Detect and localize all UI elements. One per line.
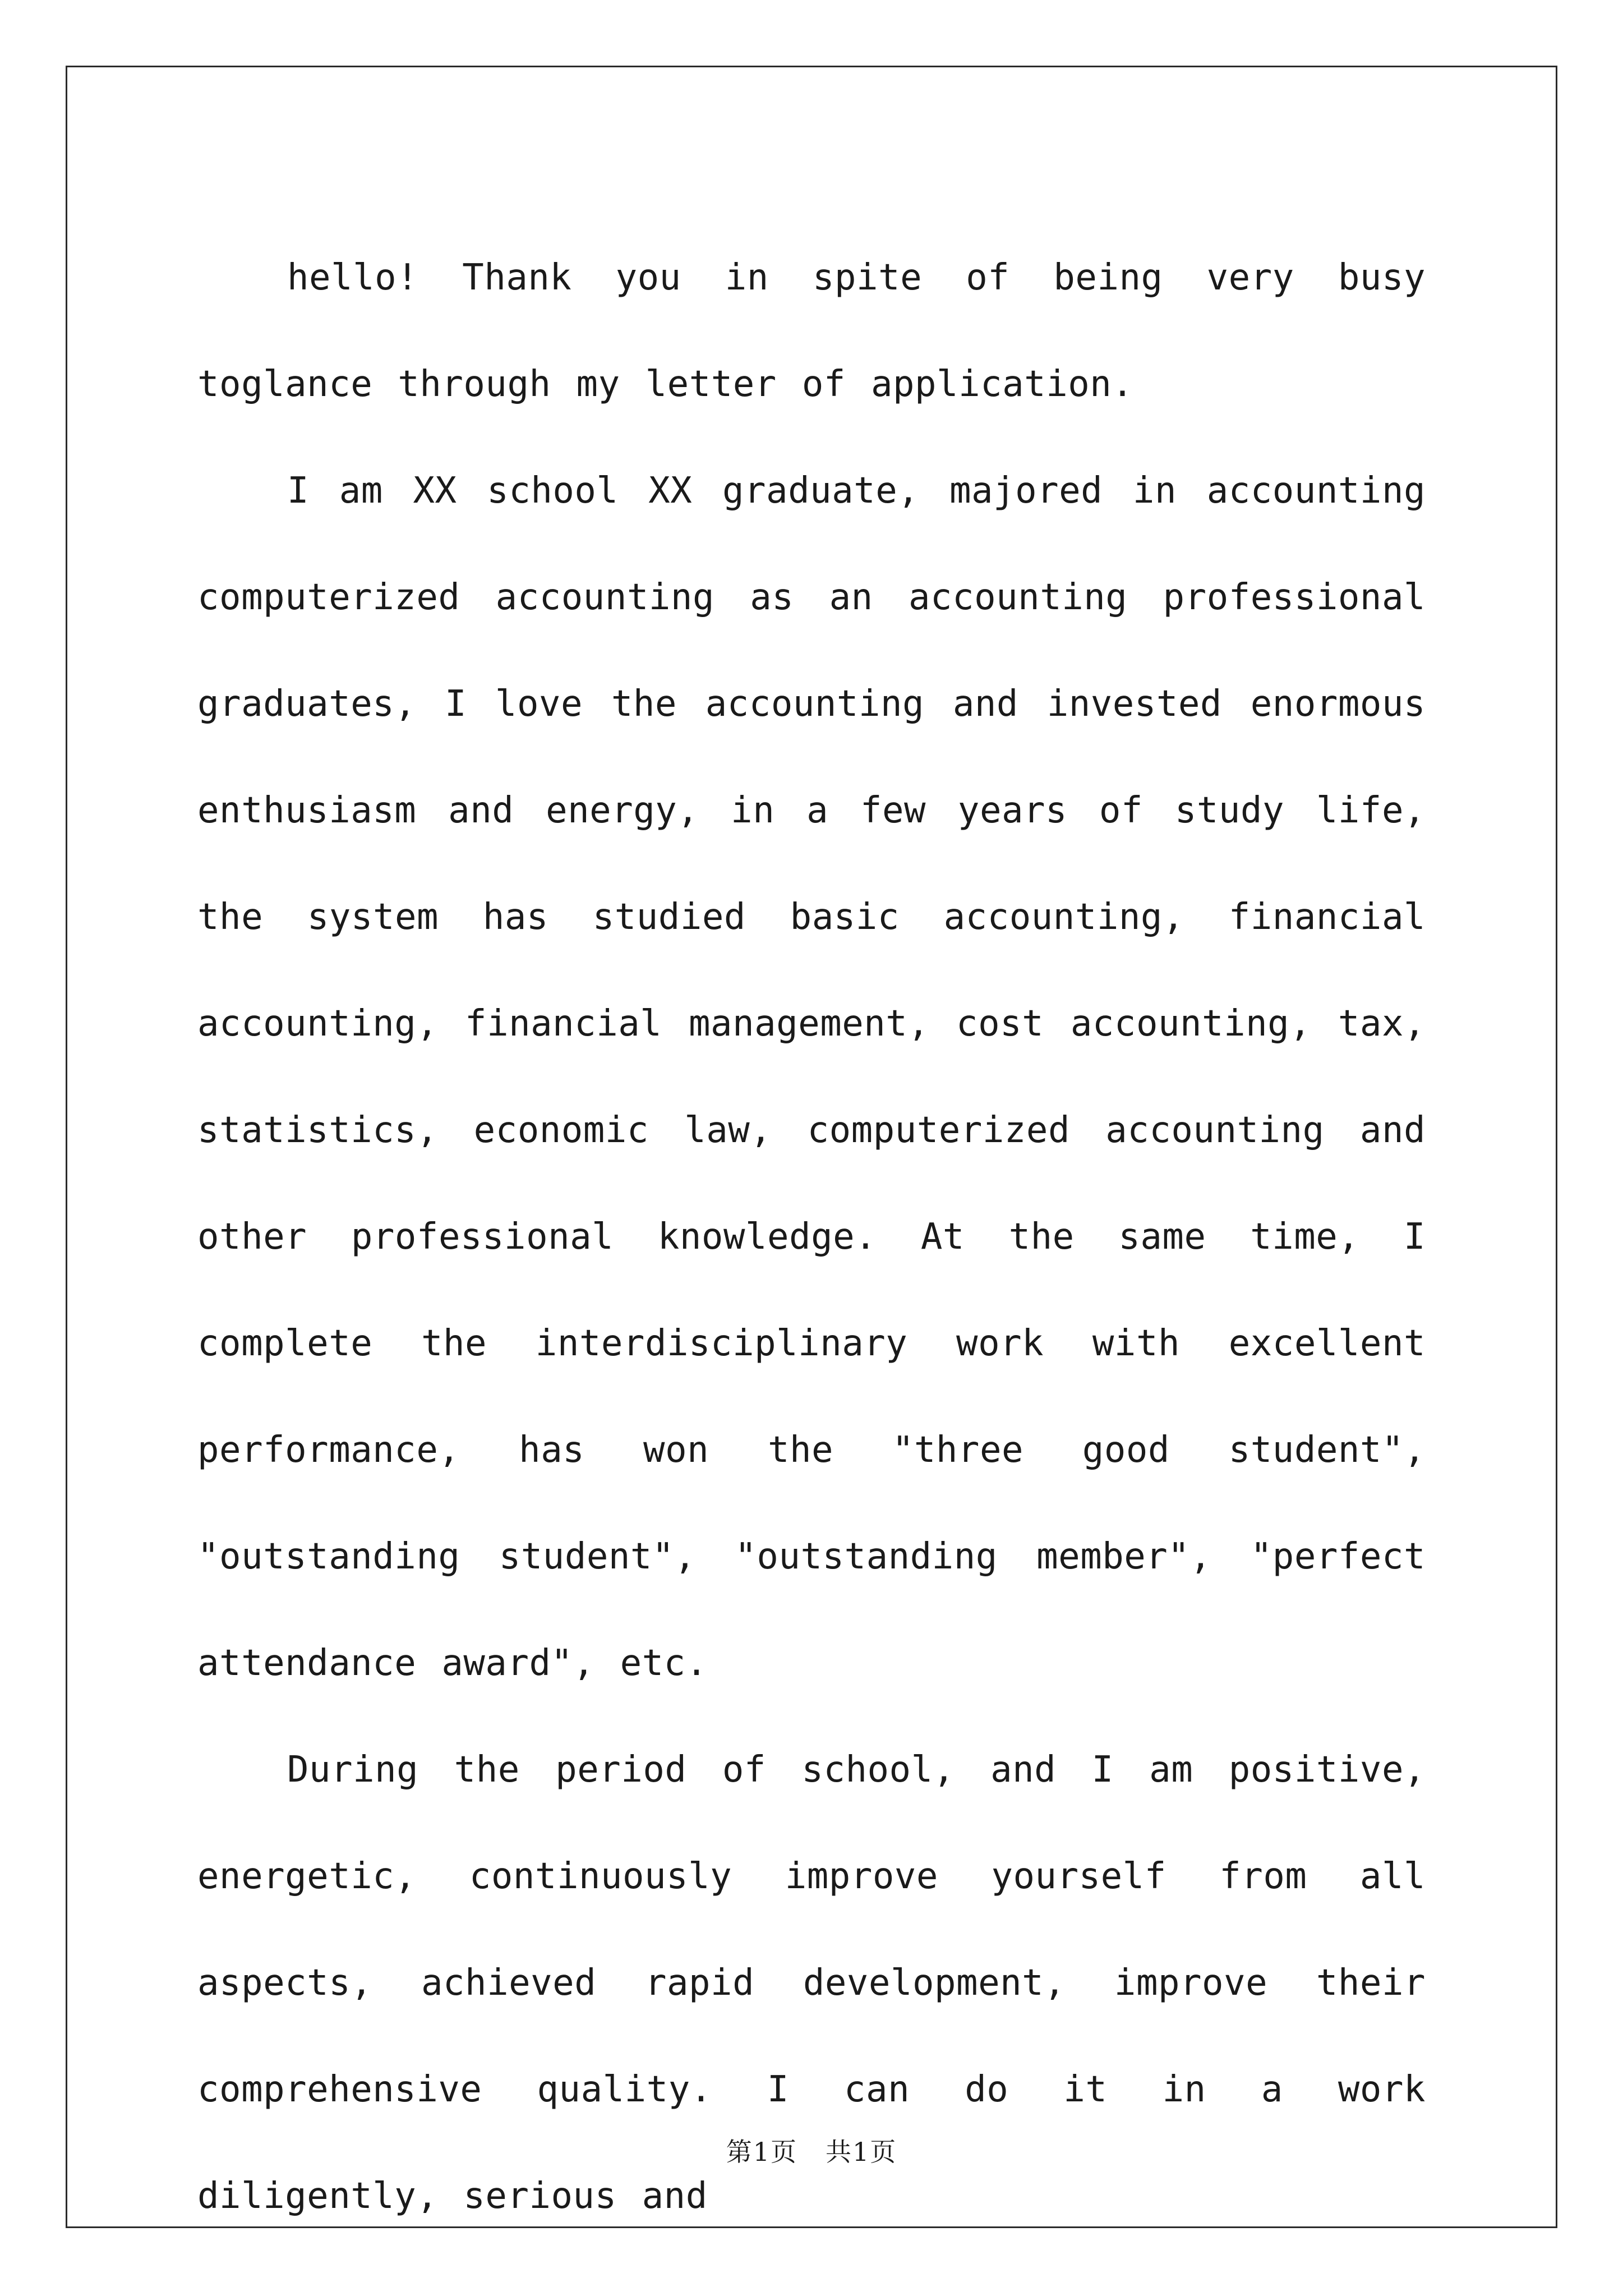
page-footer (0, 2132, 1623, 2169)
page-number-total: 共1页 (826, 2137, 897, 2167)
paragraph-education: I am XX school XX graduate, majored in accounting computerized accounting as an accounting professional graduates, I love the accounting and invested enormous enthusiasm and energy, in a few years of study life, the system has studied basic accounting, financial accounting, financial management, cost accounting, tax, statistics, economic law, computerized accounting and other professional knowledge. At the same time, I complete the interdisciplinary work with excellent performance, has won the "three good student", "outstanding student", "outstanding member", "perfect attendance award", etc. (197, 470, 1426, 1684)
paragraph-school-life: During the period of school, and I am positive, energetic, continuously improve yourself from all aspects, achieved rapid development, improve their comprehensive quality. I can do it in a work diligently, serious and (197, 1749, 1426, 2217)
page-number-current: 第1页 (726, 2137, 797, 2167)
document-body (197, 224, 1426, 2249)
paragraph-greeting: hello! Thank you in spite of being very busy toglance through my letter of application. (197, 257, 1426, 405)
